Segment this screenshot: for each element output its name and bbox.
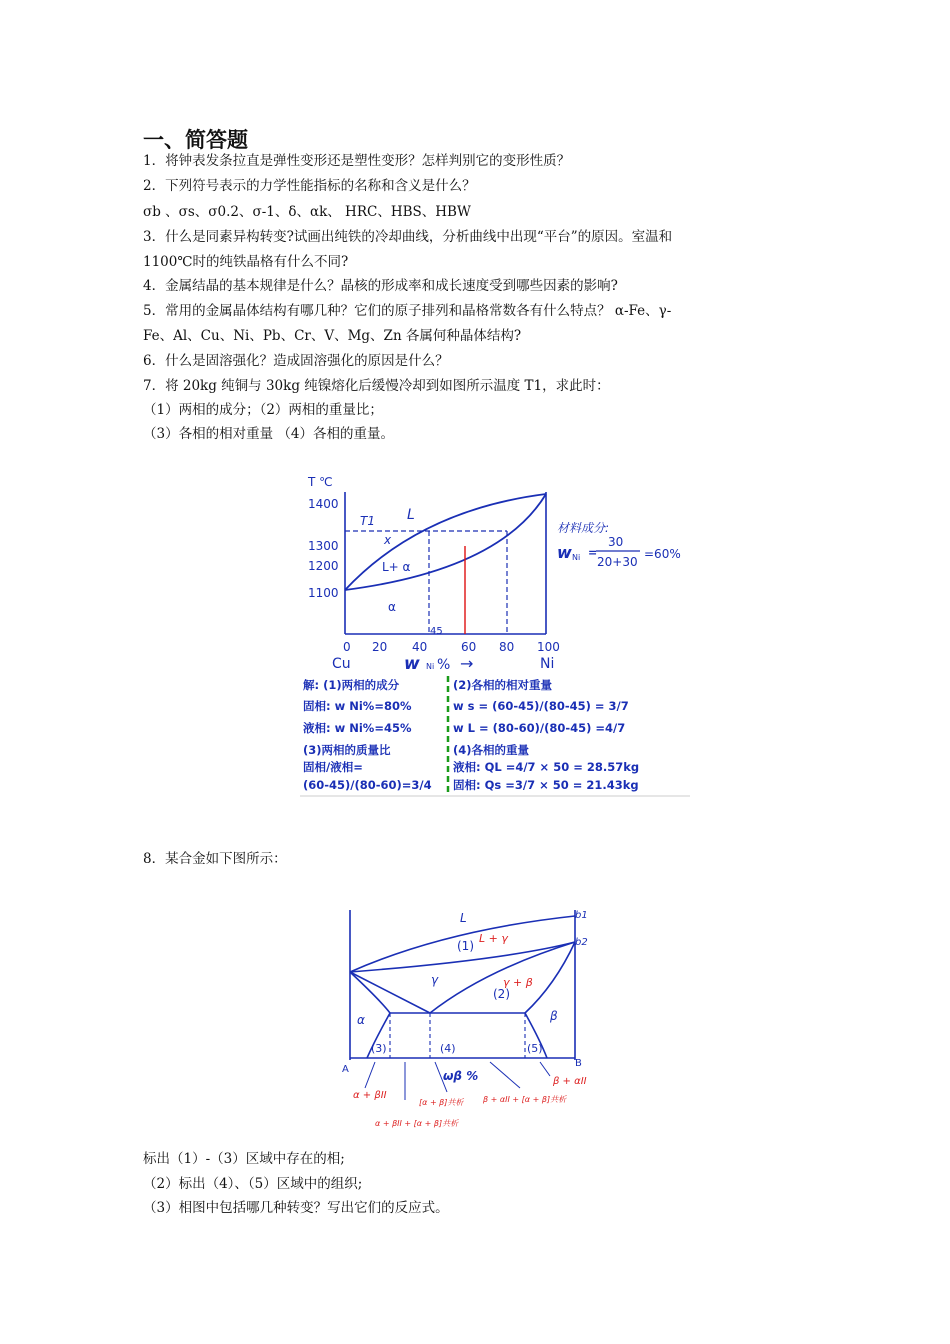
- label-ni: Ni: [540, 656, 555, 672]
- region-alpha: α: [357, 1013, 365, 1027]
- label-a: A: [342, 1064, 349, 1075]
- label-beta-aii: β + αII: [553, 1076, 587, 1087]
- region-l-alpha: L+ α: [382, 560, 411, 574]
- region-l: L: [407, 507, 415, 523]
- gamma-alpha-boundary: [350, 972, 430, 1013]
- question-2: 2．下列符号表示的力学性能指标的名称和含义是什么？: [143, 178, 476, 194]
- section-title: 一、简答题: [143, 128, 248, 152]
- task-1: 标出（1）-（3）区域中存在的相;: [143, 1151, 345, 1167]
- question-7: 7．将 20kg 纯铜与 30kg 纯镍熔化后缓慢冷却到如图所示温度 T1，求此时：: [143, 378, 610, 394]
- label-cu: Cu: [332, 656, 351, 672]
- alloy-phase-diagram: [335, 900, 615, 1140]
- solution-left-2: 固相: w Ni%=80%: [303, 699, 412, 713]
- question-3-cont: 1100℃时的纯铁晶格有什么不同?: [143, 254, 349, 270]
- material-w-sub: Ni: [572, 553, 581, 562]
- x-tick-80: 80: [499, 640, 515, 654]
- question-2-symbols: σb 、σs、σ0.2、σ-1、δ、αk、 HRC、HBS、HBW: [143, 204, 471, 220]
- solution-left-6: (60-45)/(80-60)=3/4: [303, 778, 432, 792]
- solution-left-1: 解: (1)两相的成分: [303, 678, 400, 692]
- label-x: x: [384, 533, 392, 547]
- label-b1: b1: [575, 910, 588, 921]
- region-l: L: [460, 911, 467, 925]
- region-1: (1): [457, 939, 474, 953]
- region-beta: β: [550, 1009, 558, 1023]
- question-3: 3．什么是同素异构转变?试画出纯铁的冷却曲线，分析曲线中出现“平台”的原因。室温和: [143, 229, 673, 245]
- solution-right-6: 固相: Qs =3/7 × 50 = 21.43kg: [453, 778, 639, 792]
- material-title: 材料成分:: [557, 521, 610, 535]
- solution-right-1: (2)各相的相对重量: [453, 678, 553, 692]
- region-l-gamma: L + γ: [479, 932, 508, 945]
- axis-w: w: [404, 654, 420, 674]
- question-5-cont: Fe、Al、Cu、Ni、Pb、Cr、V、Mg、Zn 各属何种晶体结构?: [143, 328, 522, 344]
- label-b: B: [575, 1058, 582, 1069]
- fraction-denominator: 20+30: [597, 555, 638, 569]
- y-tick-1300: 1300: [308, 539, 339, 553]
- question-4: 4．金属结晶的基本规律是什么？晶核的形成率和成长速度受到哪些因素的影响?: [143, 278, 618, 294]
- region-gamma-beta: γ + β: [503, 976, 533, 989]
- y-tick-1100: 1100: [308, 586, 339, 600]
- label-eutectoid: [α + β]共析: [419, 1098, 464, 1107]
- question-7-sub-1: （1）两相的成分；（2）两相的重量比；: [143, 402, 383, 418]
- x-tick-100: 100: [537, 640, 560, 654]
- alpha-boundary: [350, 972, 390, 1013]
- axis-label: ωβ %: [443, 1069, 479, 1083]
- solution-left-3: 液相: w Ni%=45%: [303, 721, 412, 735]
- pointer-4: [490, 1062, 520, 1088]
- solution-right-3: w L = (80-60)/(80-45) =4/7: [453, 721, 626, 735]
- question-5: 5．常用的金属晶体结构有哪几种？它们的原子排列和晶格常数各有什么特点？ α-Fe、γ-: [143, 303, 672, 319]
- pointer-1: [365, 1062, 375, 1088]
- question-6: 6．什么是固溶强化？造成固溶强化的原因是什么？: [143, 353, 449, 369]
- solution-right-5: 液相: QL =4/7 × 50 = 28.57kg: [453, 760, 640, 774]
- label-t1: T1: [360, 514, 375, 528]
- solution-left-4: (3)两相的质量比: [303, 743, 391, 757]
- region-4: (4): [440, 1042, 456, 1055]
- question-7-sub-2: （3）各相的相对重量 （4）各相的重量。: [143, 426, 394, 442]
- x-tick-60: 60: [461, 640, 477, 654]
- region-2: (2): [493, 987, 510, 1001]
- solution-right-4: (4)各相的重量: [453, 743, 530, 757]
- fraction-result: =60%: [644, 547, 681, 561]
- liquidus-curve: [345, 494, 546, 590]
- task-2: （2）标出（4）、（5）区域中的组织;: [143, 1176, 363, 1192]
- x-tick-45: 45: [430, 626, 443, 637]
- label-b-aii-eut: β + αII + [α + β]共析: [483, 1095, 567, 1104]
- material-w: w: [557, 543, 572, 562]
- x-tick-40: 40: [412, 640, 428, 654]
- y-tick-1400: 1400: [308, 497, 339, 511]
- question-1: 1．将钟表发条拉直是弹性变形还是塑性变形？怎样判别它的变形性质？: [143, 153, 571, 169]
- label-a-bii: α + βII: [353, 1090, 387, 1101]
- y-axis-title: T ℃: [308, 475, 333, 489]
- label-b2: b2: [575, 937, 588, 948]
- x-tick-0: 0: [343, 640, 351, 654]
- solution-right-2: w s = (60-45)/(80-45) = 3/7: [453, 699, 629, 713]
- equals-sign: =: [588, 546, 598, 559]
- y-tick-1200: 1200: [308, 559, 339, 573]
- region-3: (3): [371, 1042, 387, 1055]
- label-a-bii-eut: α + βII + [α + β]共析: [375, 1119, 459, 1128]
- solidus-curve: [345, 494, 546, 590]
- region-gamma: γ: [431, 973, 439, 987]
- fraction-numerator: 30: [608, 535, 624, 549]
- region-5: (5): [527, 1042, 543, 1055]
- region-alpha: α: [388, 600, 396, 614]
- cu-ni-phase-diagram: [300, 470, 700, 800]
- solution-left-5: 固相/液相=: [303, 760, 363, 774]
- axis-w-sub: Ni: [426, 662, 435, 671]
- question-8: 8．某合金如下图所示：: [143, 851, 287, 867]
- x-tick-20: 20: [372, 640, 388, 654]
- axis-pct: %: [437, 657, 451, 673]
- pointer-5: [540, 1062, 550, 1076]
- task-3: （3）相图中包括哪几种转变？写出它们的反应式。: [143, 1200, 449, 1216]
- axis-arrow: →: [460, 654, 474, 673]
